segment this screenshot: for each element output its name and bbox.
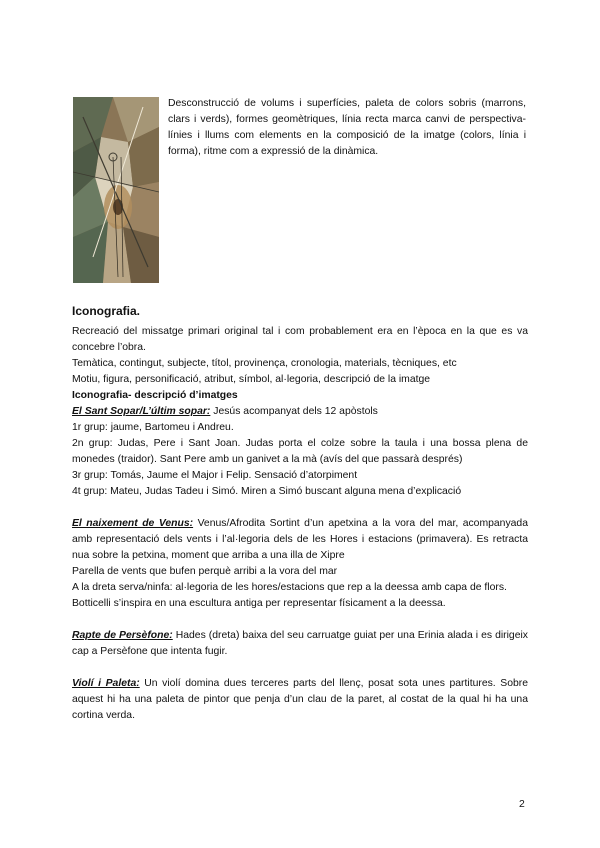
persefone-text: Hades (dreta) baixa del seu carruatge guiat per una Erinia alada i es dirigeix cap a Persèfone que intenta fugir. [72,630,528,657]
violi-title: Violí i Paleta: [72,678,140,689]
violi-paragraph [72,676,528,724]
venus-line-3: Botticelli s’inspira en una escultura antiga per representar físicament a la deessa. [72,598,446,609]
venus-line-1: Parella de vents que bufen perquè arribi a la vora del mar [72,566,338,577]
sopar-intro [72,404,528,420]
iconografia-paragraph: Recreació del missatge primari original tal i com probablement era en l’època en la que es va concebre l’obra. [72,326,528,353]
sopar-text: Jesús acompanyat dels 12 apòstols [210,406,378,417]
page-number: 2 [519,799,525,810]
persefone-title: Rapte de Persèfone: [72,630,173,641]
sopar-group-4: 4t grup: Mateu, Judas Tadeu i Simó. Miren a Simó buscant alguna mena d’explicació [72,486,462,497]
sopar-group-2: 2n grup: Judas, Pere i Sant Joan. Judas porta el colze sobre la taula i una bossa plena de monedes (traidor). Sant Pere amb un ganivet a la mà (avís del que passarà després) [72,438,528,465]
iconografia-themes: Temàtica, contingut, subjecte, títol, provinença, cronologia, materials, tècniques, etc [72,358,457,369]
venus-text: Venus/Afrodita Sortint d’un apetxina a la vora del mar, acompanyada amb representació dels vents i l’al·legoria dels de les Hores i estacions (primavera). Es retracta nua sobre la petxina, moment que arriba a una illa de Xipre [72,518,528,561]
venus-intro [72,516,528,564]
iconografia-heading: Iconografia. [72,304,141,318]
sopar-group-1: 1r grup: jaume, Bartomeu i Andreu. [72,422,234,433]
venus-line-2: A la dreta serva/ninfa: al·legoria de les hores/estacions que rep a la deessa amb capa de flors. [72,582,507,593]
main-content [72,303,528,724]
sopar-title: El Sant Sopar/L’últim sopar: [72,406,211,417]
violi-text: Un violí domina dues terceres parts del llenç, posat sota unes partitures. Sobre aquest hi ha una paleta de pintor que penja d’un clau de la paret, al costat de la qual hi ha una cortina verda. [72,678,528,721]
iconografia-motifs: Motiu, figura, personificació, atribut, símbol, al·legoria, descripció de la imatge [72,374,431,385]
iconografia-subheading: Iconografia- descripció d’imatges [72,390,238,401]
venus-title: El naixement de Venus: [72,518,194,529]
persefone-paragraph [72,628,528,660]
cubist-painting-thumbnail [73,97,159,283]
painting-description: Desconstrucció de volums i superfícies, paleta de colors sobris (marrons, clars i verds), formes geomètriques, línia recta marca canvi de perspectiva-línies i llums com elements en la composició de la imatge (colors, línia i forma), ritme com a expressió de la dinàmica. [168,98,526,158]
sopar-group-3: 3r grup: Tomás, Jaume el Major i Felip. Sensació d’atorpiment [72,470,358,481]
